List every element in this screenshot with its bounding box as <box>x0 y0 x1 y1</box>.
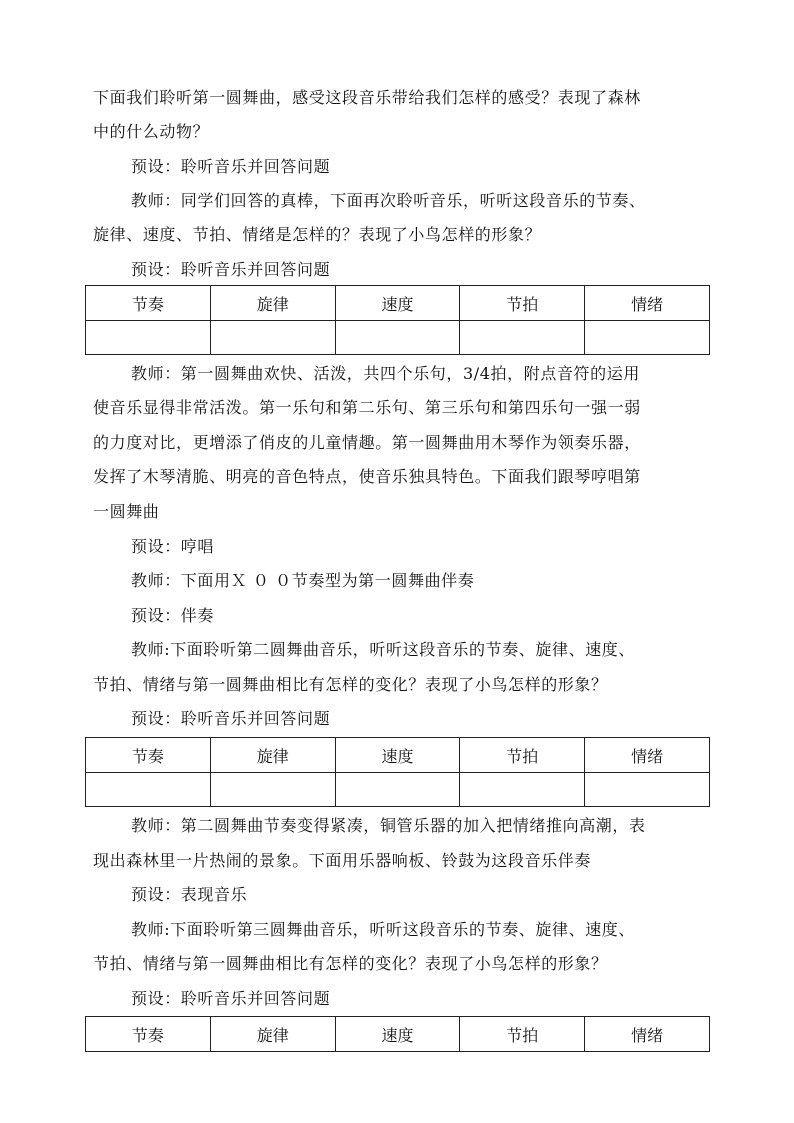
preset-line: 预设：哼唱 <box>131 537 215 556</box>
table-cell[interactable] <box>335 773 460 807</box>
answer-table-3 <box>85 1016 710 1052</box>
table-header-cell: 速度 <box>335 738 460 773</box>
table-header-row <box>86 738 710 773</box>
paragraph-line: 使音乐显得非常活泼。第一乐句和第二乐句、第三乐句和第四乐句一强一弱 <box>93 398 641 417</box>
paragraph-line: 旋律、速度、节拍、情绪是怎样的？表现了小鸟怎样的形象？ <box>93 225 542 244</box>
table-header-cell: 情绪 <box>585 286 710 321</box>
table-header-cell: 情绪 <box>585 738 710 773</box>
paragraph-line: 节拍、情绪与第一圆舞曲相比有怎样的变化？表现了小鸟怎样的形象？ <box>93 954 608 973</box>
teacher-line: 教师:下面聆听第二圆舞曲音乐，听听这段音乐的节奏、旋律、速度、 <box>131 640 635 659</box>
table-header-cell: 节奏 <box>86 286 211 321</box>
table-cell[interactable] <box>460 321 585 355</box>
table-header-cell: 节拍 <box>460 1017 585 1052</box>
table-cell[interactable] <box>86 321 211 355</box>
table-header-cell: 情绪 <box>585 1017 710 1052</box>
paragraph-line: 现出森林里一片热闹的景象。下面用乐器响板、铃鼓为这段音乐伴奏 <box>93 851 592 870</box>
table-cell[interactable] <box>585 773 710 807</box>
teacher-line: 教师：第一圆舞曲欢快、活泼，共四个乐句，3/4拍，附点音符的运用 <box>131 364 640 383</box>
teacher-line: 教师：第二圆舞曲节奏变得紧凑，铜管乐器的加入把情绪推向高潮，表 <box>131 816 646 835</box>
teacher-line: 教师：同学们回答的真棒，下面再次聆听音乐，听听这段音乐的节奏、 <box>131 191 646 210</box>
table-header-cell: 节拍 <box>460 286 585 321</box>
table-header-cell: 速度 <box>335 1017 460 1052</box>
preset-line: 预设：表现音乐 <box>131 885 248 904</box>
table-header-cell: 旋律 <box>210 286 335 321</box>
table-cell[interactable] <box>460 773 585 807</box>
table-header-row <box>86 286 710 321</box>
table-header-row <box>86 1017 710 1052</box>
table-row <box>86 321 710 355</box>
table-header-cell: 旋律 <box>210 738 335 773</box>
paragraph-line: 中的什么动物？ <box>93 122 210 141</box>
answer-table-1 <box>85 285 710 355</box>
table-cell[interactable] <box>585 321 710 355</box>
preset-line: 预设：聆听音乐并回答问题 <box>131 709 331 728</box>
table-header-cell: 速度 <box>335 286 460 321</box>
paragraph-line: 发挥了木琴清脆、明亮的音色特点，使音乐独具特色。下面我们跟琴哼唱第 <box>93 467 641 486</box>
table-cell[interactable] <box>210 773 335 807</box>
preset-line: 预设：聆听音乐并回答问题 <box>131 989 331 1008</box>
preset-line: 预设：聆听音乐并回答问题 <box>131 260 331 279</box>
teacher-line: 教师：下面用Ｘ ０ ０节奏型为第一圆舞曲伴奏 <box>131 571 475 590</box>
answer-table-2 <box>85 737 710 807</box>
table-header-cell: 节奏 <box>86 738 211 773</box>
paragraph-line: 节拍、情绪与第一圆舞曲相比有怎样的变化？表现了小鸟怎样的形象？ <box>93 675 608 694</box>
table-cell[interactable] <box>210 321 335 355</box>
paragraph-line: 下面我们聆听第一圆舞曲，感受这段音乐带给我们怎样的感受？表现了森林 <box>93 88 641 107</box>
preset-line: 预设：聆听音乐并回答问题 <box>131 157 331 176</box>
preset-line: 预设：伴奏 <box>131 606 215 625</box>
table-cell[interactable] <box>335 321 460 355</box>
table-header-cell: 节奏 <box>86 1017 211 1052</box>
table-header-cell: 旋律 <box>210 1017 335 1052</box>
paragraph-line: 一圆舞曲 <box>93 502 160 521</box>
table-header-cell: 节拍 <box>460 738 585 773</box>
teacher-line: 教师:下面聆听第三圆舞曲音乐，听听这段音乐的节奏、旋律、速度、 <box>131 920 635 939</box>
paragraph-line: 的力度对比，更增添了俏皮的儿童情趣。第一圆舞曲用木琴作为领奏乐器， <box>93 433 641 452</box>
table-row <box>86 773 710 807</box>
table-cell[interactable] <box>86 773 211 807</box>
